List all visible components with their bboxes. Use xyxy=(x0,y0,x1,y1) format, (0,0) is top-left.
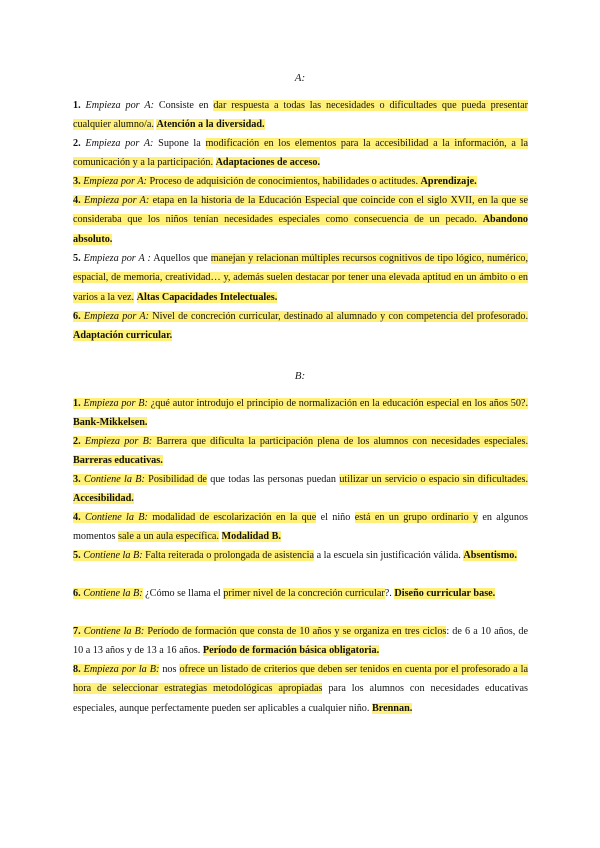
question-lead: Contiene la B: xyxy=(83,626,145,637)
answer-text: Absentismo. xyxy=(463,550,517,561)
question-number: 3. xyxy=(73,474,81,485)
question-text: Aquellos que xyxy=(150,253,211,264)
question-number: 1. xyxy=(73,100,81,111)
highlighted-text: Período de formación que consta de 10 años y se organiza en tres ciclos xyxy=(144,626,447,637)
answer-text: Altas Capacidades Intelectuales. xyxy=(136,291,278,303)
question-text: Proceso de adquisición de conocimientos, habilidades o actitudes. xyxy=(146,176,418,187)
question-text: Supone la xyxy=(153,138,206,149)
question-number: 4. xyxy=(73,195,81,206)
question-number: 7. xyxy=(73,626,81,637)
question-lead: Contiene la B: xyxy=(83,474,145,485)
question-number: 1. xyxy=(73,398,81,409)
question-number: 6. xyxy=(73,588,81,599)
question-b2 xyxy=(73,432,528,471)
question-text: etapa en la historia de la Educación Especial que coincide con el siglo XVII, en la que se consideraba que los niños tenían necesidades especiales como consecuencia de un pecado. xyxy=(73,195,528,226)
answer-text: Diseño curricular base. xyxy=(394,588,496,599)
question-number: 2. xyxy=(73,436,81,447)
question-text: el niño xyxy=(316,512,355,523)
question-text: Barrera que dificulta la participación plena de los alumnos con necesidades especiales. xyxy=(152,436,528,447)
question-number: 5. xyxy=(73,253,81,264)
section-a-title: A: xyxy=(294,72,306,84)
question-text: en algunos momentos xyxy=(73,512,528,543)
question-text: : de 6 a 10 años, de 10 a 13 años y de 13 a 16 años. xyxy=(73,626,528,657)
answer-text: Abandono absoluto. xyxy=(73,214,529,245)
question-lead: Contiene la B: xyxy=(83,550,143,561)
question-lead: Empieza por A: xyxy=(83,195,150,206)
highlighted-text: está en un grupo ordinario y xyxy=(354,512,479,523)
answer-text: Adaptaciones de acceso. xyxy=(215,157,320,169)
question-lead: Empieza por A : xyxy=(83,253,151,264)
question-b6 xyxy=(73,584,528,603)
question-text: ¿Cómo se llama el xyxy=(142,588,224,599)
question-text: para los alumnos con necesidades educativas especiales, aunque perfectamente pueden ser aplicables a cualquier niño. xyxy=(73,683,528,714)
question-a6 xyxy=(73,307,528,346)
highlighted-text: modificación en los elementos para la accesibilidad a la información, a la comunicación y a la participación. xyxy=(73,138,529,169)
question-a2 xyxy=(73,134,528,173)
answer-text: Bank-Mikkelsen. xyxy=(73,417,148,429)
highlighted-text: modalidad de escolarización en la que xyxy=(147,512,317,523)
highlighted-text: Falta reiterada o prolongada de asistencia xyxy=(142,550,315,561)
question-text: Consiste en xyxy=(153,100,214,111)
highlighted-text: ofrece un listado de criterios que deben ser tenidos en cuenta por el profesorado a la hora de seleccionar estrategias metodológicas apropiadas xyxy=(73,664,529,695)
question-b3 xyxy=(73,470,528,509)
question-a5 xyxy=(73,249,528,307)
question-a1 xyxy=(73,96,528,135)
question-lead: Empieza por B: xyxy=(83,398,148,409)
answer-text: Barreras educativas. xyxy=(73,455,163,467)
highlighted-text: manejan y relacionan múltiples recursos cognitivos de tipo lógico, numérico, espacial, de memoria, creatividad… y, además suelen destacar por tener una elevada aptitud en un ámbito o en varios a la vez. xyxy=(73,253,529,303)
question-a4 xyxy=(73,191,528,249)
question-b5 xyxy=(73,546,528,565)
question-number: 5. xyxy=(73,550,81,561)
question-lead: Contiene la B: xyxy=(83,588,143,599)
question-b8 xyxy=(73,660,528,718)
question-number: 6. xyxy=(73,311,81,322)
answer-text: Aprendizaje. xyxy=(420,176,477,187)
answer-text: Período de formación básica obligatoria. xyxy=(202,645,380,657)
question-lead: Empieza por A: xyxy=(85,100,154,111)
question-number: 3. xyxy=(73,176,81,187)
question-lead: Empieza por A: xyxy=(83,176,147,187)
question-lead: Empieza por A: xyxy=(85,138,154,149)
question-text: a la escuela sin justificación válida. xyxy=(314,550,461,561)
question-b7 xyxy=(73,622,528,661)
answer-text: Brennan. xyxy=(371,702,413,714)
answer-text: Accesibilidad. xyxy=(73,493,134,505)
question-lead: Contiene la B: xyxy=(84,512,148,523)
highlighted-text: primer nivel de la concreción curricular xyxy=(223,588,385,599)
question-text: nos xyxy=(159,664,180,675)
question-a3 xyxy=(73,172,528,191)
question-text: Nivel de concreción curricular, destinado al alumnado y con competencia del profesorado. xyxy=(149,311,528,322)
section-b-title: B: xyxy=(294,370,306,382)
highlighted-text: utilizar un servicio o espacio sin dificultades. xyxy=(339,474,529,485)
question-b4 xyxy=(73,508,528,547)
answer-text: Modalidad B. xyxy=(221,531,281,543)
question-text: ?. xyxy=(384,588,392,599)
answer-text: Adaptación curricular. xyxy=(73,330,173,342)
question-number: 2. xyxy=(73,138,81,149)
question-lead: Empieza por B: xyxy=(84,436,153,447)
question-number: 4. xyxy=(73,512,81,523)
question-lead: Empieza por A: xyxy=(83,311,150,322)
question-lead: Empieza por la B: xyxy=(83,664,160,675)
highlighted-text: Posibilidad de xyxy=(144,474,207,485)
highlighted-text: dar respuesta a todas las necesidades o dificultades que pueda presentar cualquier alumno/a. xyxy=(73,100,529,131)
question-b1 xyxy=(73,394,528,433)
question-text: que todas las personas puedan xyxy=(206,474,340,485)
question-number: 8. xyxy=(73,664,81,675)
question-text: ¿qué autor introdujo el principio de normalización en la educación especial en los años 50?. xyxy=(147,398,528,409)
answer-text: Atención a la diversidad. xyxy=(156,119,265,131)
highlighted-text: sale a un aula específica. xyxy=(118,531,219,543)
